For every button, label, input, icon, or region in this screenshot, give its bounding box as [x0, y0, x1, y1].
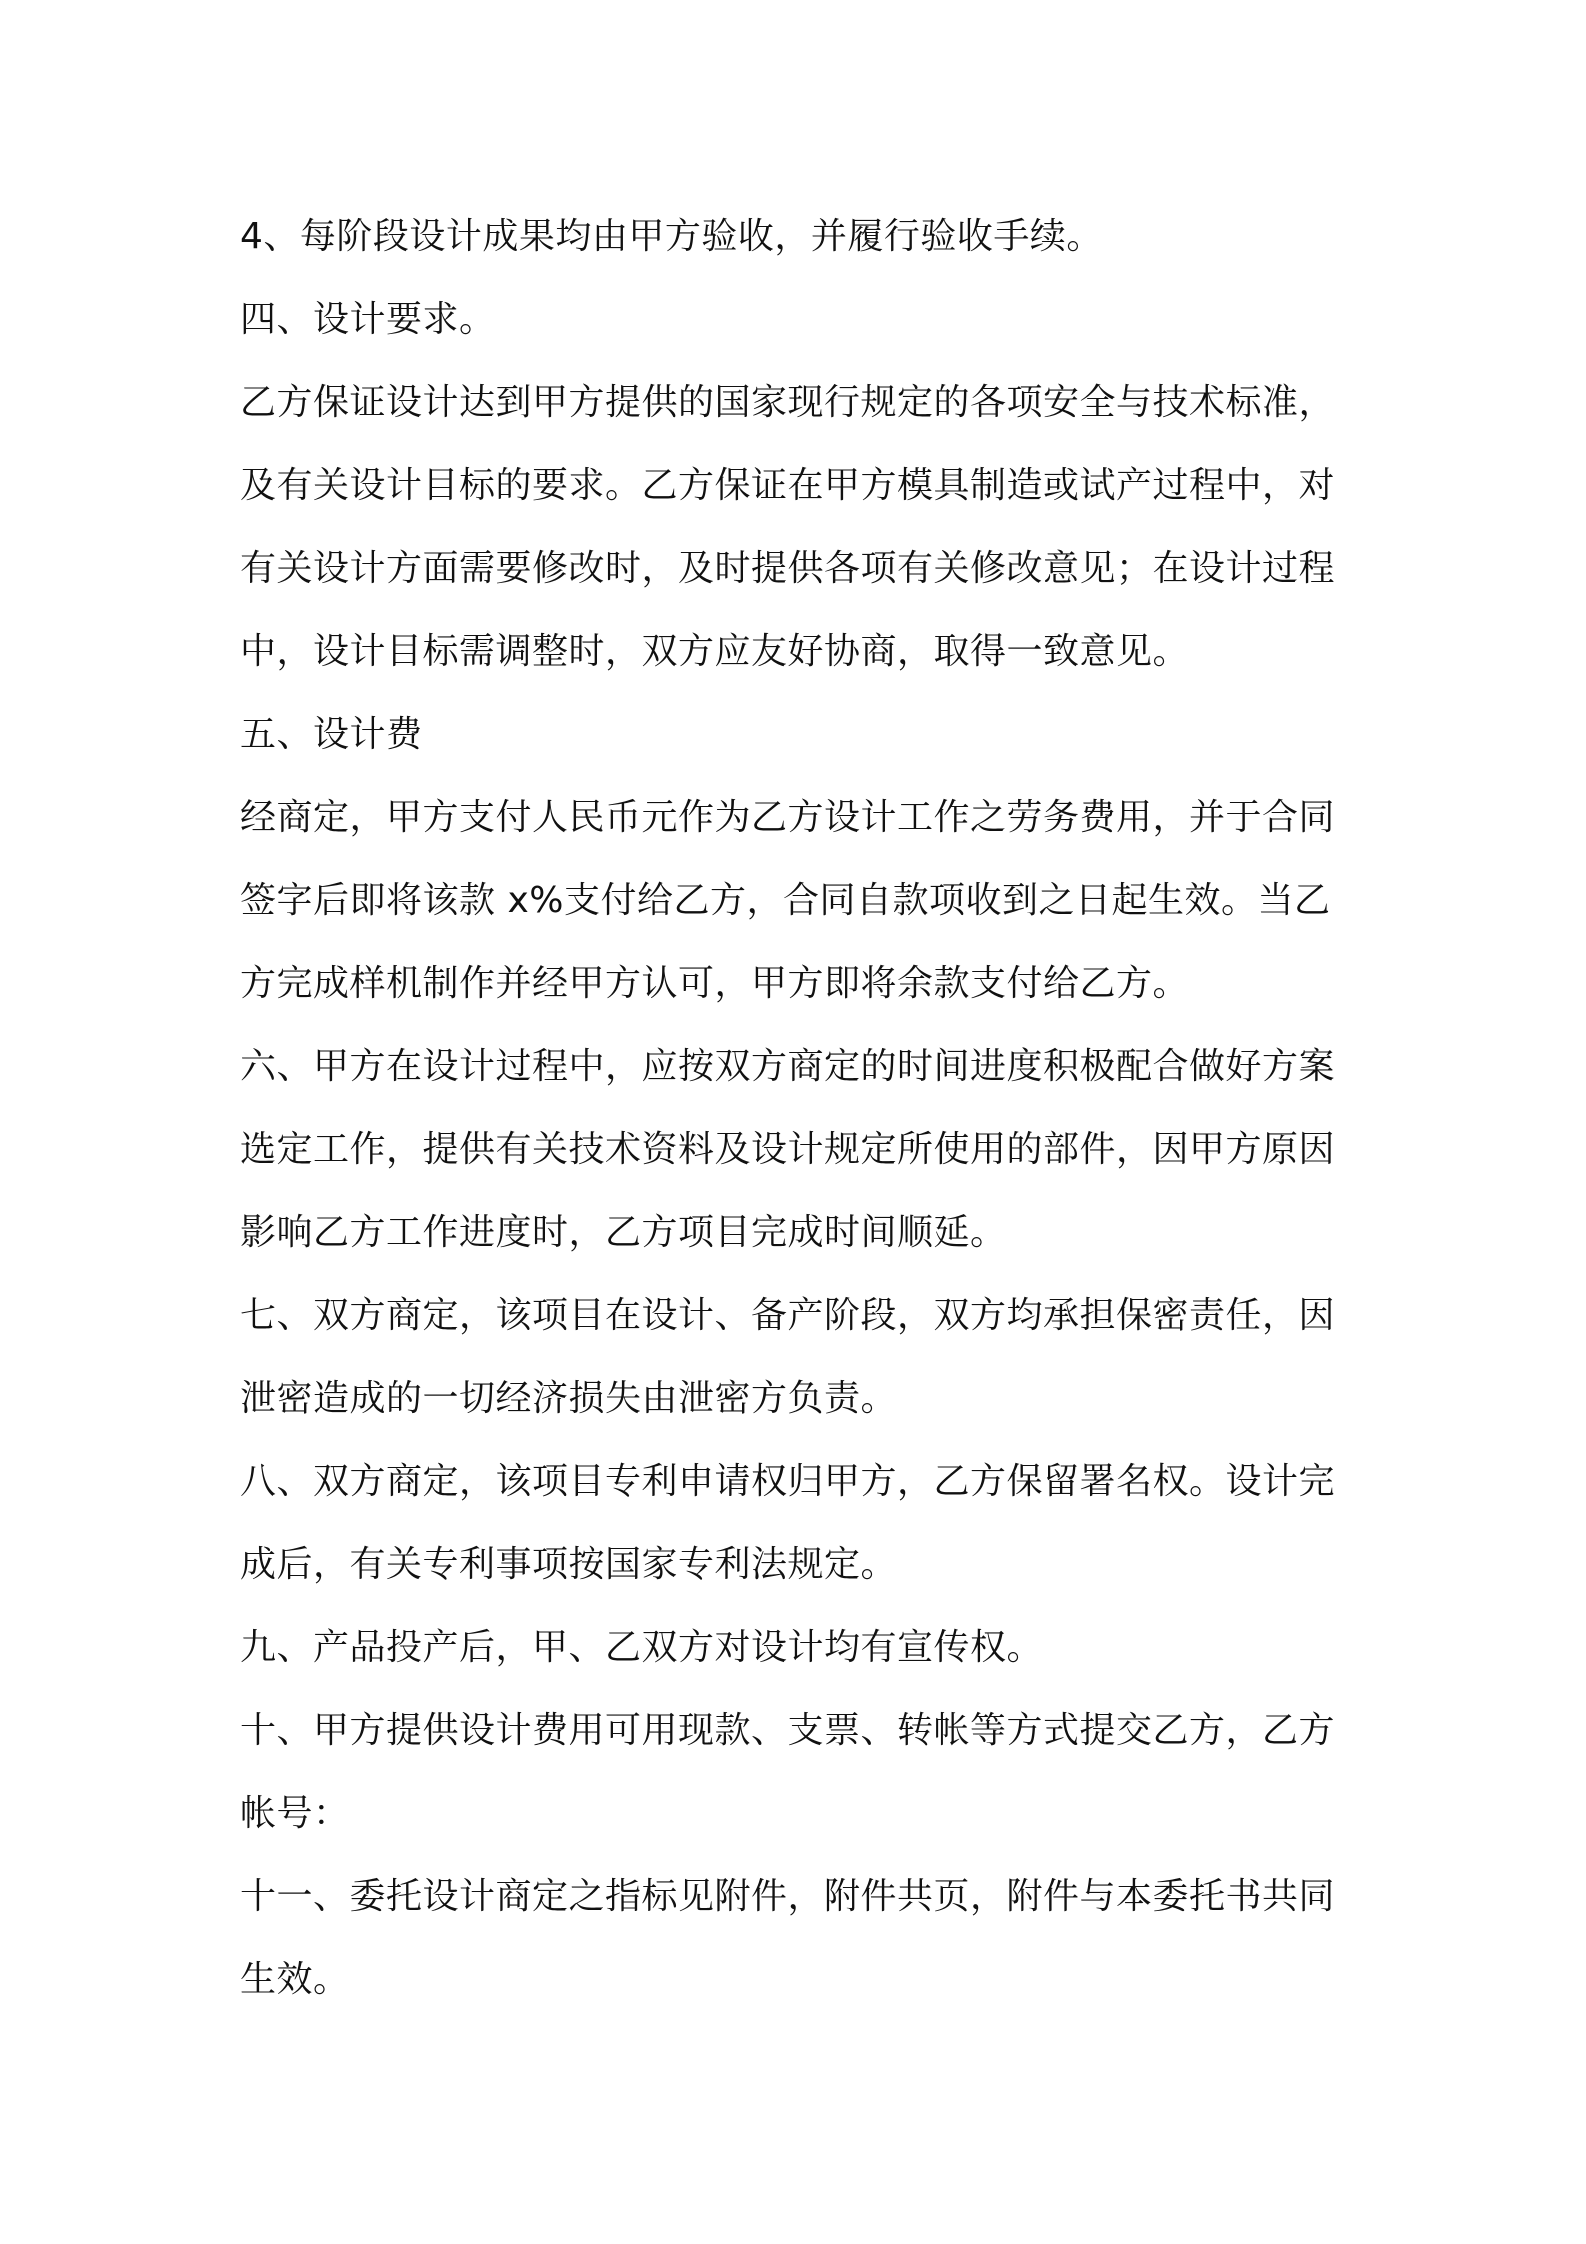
section-6-paragraph [240, 1025, 1355, 1274]
text-line: 帐号： [240, 1793, 350, 1834]
section-4-heading [240, 278, 1355, 361]
text-line: 六、甲方在设计过程中，应按双方商定的时间进度积极配合做好方案 [240, 1046, 1336, 1087]
text-line: 八、双方商定，该项目专利申请权归甲方，乙方保留署名权。设计完 [240, 1461, 1336, 1502]
text-line: 中，设计目标需调整时，双方应友好协商，取得一致意见。 [240, 631, 1190, 672]
text-line: 选定工作，提供有关技术资料及设计规定所使用的部件，因甲方原因 [240, 1129, 1336, 1170]
text-line: 七、双方商定，该项目在设计、备产阶段，双方均承担保密责任，因 [240, 1295, 1336, 1336]
document-body [240, 195, 1355, 2021]
text-line: 影响乙方工作进度时，乙方项目完成时间顺延。 [240, 1212, 1007, 1253]
section-9-paragraph [240, 1606, 1355, 1689]
text-line: 九、产品投产后，甲、乙双方对设计均有宣传权。 [240, 1627, 1044, 1668]
section-11-paragraph [240, 1855, 1355, 2021]
text-line: 签字后即将该款 x%支付给乙方，合同自款项收到之日起生效。当乙 [240, 880, 1331, 921]
design-requirements-paragraph [240, 361, 1355, 693]
section-7-paragraph [240, 1274, 1355, 1440]
text-line: 生效。 [240, 1959, 350, 2000]
text-line: 泄密造成的一切经济损失由泄密方负责。 [240, 1378, 898, 1419]
section-8-paragraph [240, 1440, 1355, 1606]
text-line: 四、设计要求。 [240, 299, 496, 340]
section-10-paragraph [240, 1689, 1355, 1855]
text-line: 及有关设计目标的要求。乙方保证在甲方模具制造或试产过程中，对 [240, 465, 1336, 506]
text-line: 十、甲方提供设计费用可用现款、支票、转帐等方式提交乙方，乙方 [240, 1710, 1336, 1751]
design-fee-paragraph [240, 776, 1355, 1025]
text-line: 有关设计方面需要修改时，及时提供各项有关修改意见；在设计过程 [240, 548, 1336, 589]
text-line: 五、设计费 [240, 714, 423, 755]
text-line: 十一、委托设计商定之指标见附件，附件共页，附件与本委托书共同 [240, 1876, 1336, 1917]
text-line: 乙方保证设计达到甲方提供的国家现行规定的各项安全与技术标准， [240, 382, 1336, 423]
clause-4-paragraph [240, 195, 1355, 278]
text-line: 经商定，甲方支付人民币元作为乙方设计工作之劳务费用，并于合同 [240, 797, 1336, 838]
text-line: 方完成样机制作并经甲方认可，甲方即将余款支付给乙方。 [240, 963, 1190, 1004]
section-5-heading [240, 693, 1355, 776]
text-line: 成后，有关专利事项按国家专利法规定。 [240, 1544, 898, 1585]
text-line: 4、每阶段设计成果均由甲方验收，并履行验收手续。 [240, 216, 1103, 257]
